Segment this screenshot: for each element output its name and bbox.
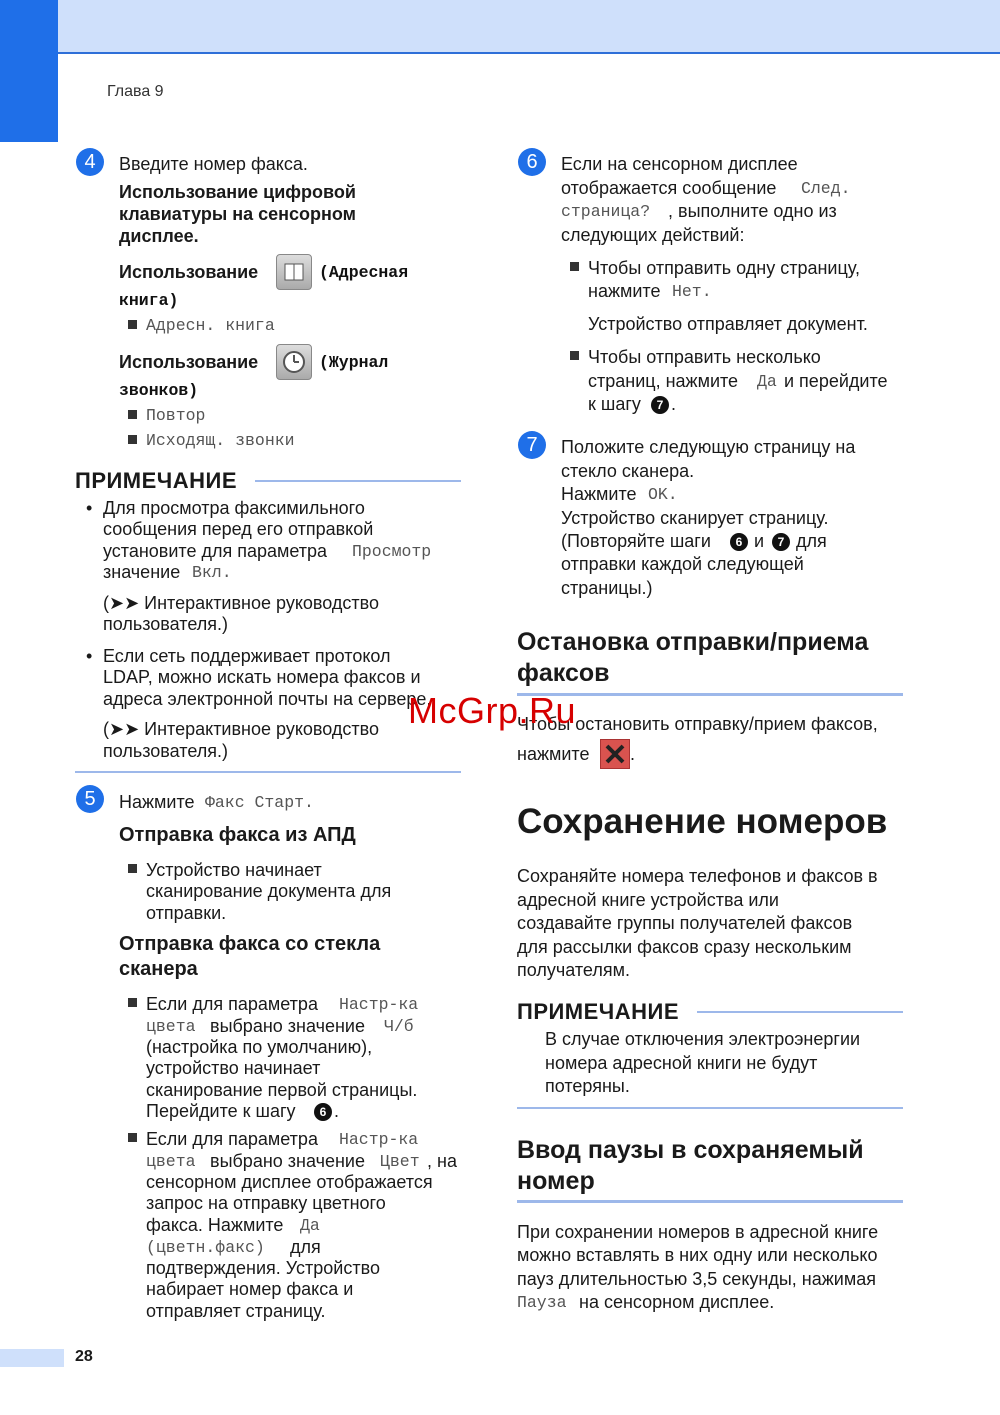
save-l2: адресной книге устройства или xyxy=(517,890,779,910)
note-heading: ПРИМЕЧАНИЕ xyxy=(517,999,680,1024)
step5-heading-glass-l2: сканера xyxy=(119,958,198,980)
step6-code2: страница? xyxy=(561,202,651,221)
step-number-4: 4 xyxy=(76,148,104,176)
header-band xyxy=(0,0,1000,54)
g1-code2: цвета xyxy=(146,1017,196,1036)
period: . xyxy=(671,394,677,414)
g2-l6: для xyxy=(290,1237,321,1257)
note2-l3: потеряны. xyxy=(545,1076,630,1096)
g2-code4: Да xyxy=(300,1216,320,1235)
step4-option-history-a: Использование xyxy=(119,352,259,372)
note1-b2-l2: LDAP, можно искать номера факсов и xyxy=(103,667,421,687)
step6-b-l3: к шагу xyxy=(588,394,641,414)
g1-l3: (настройка по умолчанию), xyxy=(146,1037,373,1057)
step-ref-7: 7 xyxy=(651,396,669,414)
step6-l4: следующих действий: xyxy=(561,225,745,245)
item-redial: Повтор xyxy=(146,406,206,425)
step7-l5b: и xyxy=(754,531,765,551)
g2-code1: Настр-ка xyxy=(339,1130,419,1149)
note-rule xyxy=(255,480,461,482)
step-ref-6: 6 xyxy=(730,533,748,551)
note-end-rule xyxy=(75,771,461,773)
address-book-icon xyxy=(276,254,312,290)
save-l3: создавайте группы получателей факсов xyxy=(517,913,853,933)
step4-option-history-c: звонков) xyxy=(119,381,199,400)
note1-b1-l2: сообщения перед его отправкой xyxy=(103,519,374,539)
step-ref-6: 6 xyxy=(314,1103,332,1121)
bullet xyxy=(570,262,579,271)
g2-l2: выбрано значение xyxy=(210,1151,365,1171)
step5-heading-adf: Отправка факса из АПД xyxy=(119,824,356,846)
step7-l5c: для xyxy=(796,531,827,551)
g1-l1: Если для параметра xyxy=(146,994,318,1014)
step4-option-history-b: (Журнал xyxy=(319,353,389,372)
heading-rule xyxy=(517,1200,903,1203)
g2-l8: набирает номер факса и xyxy=(146,1279,354,1299)
step6-l2: отображается сообщение xyxy=(561,178,777,198)
bullet xyxy=(128,435,137,444)
step6-code1: След. xyxy=(801,179,851,198)
step6-b-code: Да xyxy=(757,372,777,391)
step7-l5a: (Повторяйте шаги xyxy=(561,531,711,551)
step7-code: OK. xyxy=(648,485,678,504)
g1-l2: выбрано значение xyxy=(210,1016,365,1036)
note2-l1: В случае отключения электроэнергии xyxy=(545,1029,861,1049)
stop-x-icon xyxy=(600,739,630,769)
g2-l9: отправляет страницу. xyxy=(146,1301,326,1321)
pause-l1: При сохранении номеров в адресной книге xyxy=(517,1222,879,1242)
step6-a-l1: Чтобы отправить одну страницу, xyxy=(588,258,860,278)
bullet-dot: • xyxy=(86,498,93,518)
g1-l5: сканирование первой страницы. xyxy=(146,1080,418,1100)
step4-option-keypad: Использование цифровой клавиатуры на сенсорном дисплее. xyxy=(119,182,356,246)
step7-l4: Устройство сканирует страницу. xyxy=(561,508,829,528)
page-number: 28 xyxy=(75,1348,93,1365)
step4-option-addressbook-a: Использование xyxy=(119,262,259,282)
step6-b-l2b: и перейдите xyxy=(784,371,888,391)
pause-l3: пауз длительностью 3,5 секунды, нажимая xyxy=(517,1269,876,1289)
note2-l2: номера адресной книги не будут xyxy=(545,1053,818,1073)
bullet xyxy=(128,410,137,419)
stop-heading-l2: факсов xyxy=(517,659,610,687)
note1-b1-l4: значение xyxy=(103,562,181,582)
note1-b2-l3: адреса электронной почты на сервере. xyxy=(103,689,432,709)
adf-l1: Устройство начинает xyxy=(146,860,322,880)
g2-l3: сенсорном дисплее отображается xyxy=(146,1172,433,1192)
step6-l3: , выполните одно из xyxy=(668,201,837,221)
item-address-book: Адресн. книга xyxy=(146,316,275,335)
g2-code2: цвета xyxy=(146,1152,196,1171)
stop-l2: нажмите xyxy=(517,744,590,764)
note1-b1-code2: Вкл. xyxy=(192,563,232,582)
step7-l7: страницы.) xyxy=(561,578,653,598)
bullet xyxy=(128,864,137,873)
pause-heading-l2: номер xyxy=(517,1167,595,1195)
period: . xyxy=(630,744,636,764)
stop-heading-l1: Остановка отправки/приема xyxy=(517,628,869,656)
save-heading: Сохранение номеров xyxy=(517,802,888,841)
bullet-dot: • xyxy=(86,646,93,666)
note-end-rule xyxy=(517,1107,903,1109)
bullet xyxy=(128,320,137,329)
note1-ref2-l1: (➤➤ Интерактивное руководство xyxy=(103,719,380,739)
g2-l4: запрос на отправку цветного xyxy=(146,1193,386,1213)
note-heading: ПРИМЕЧАНИЕ xyxy=(75,468,238,493)
step5-code: Факс Старт. xyxy=(205,793,314,812)
chapter-label: Глава 9 xyxy=(107,83,164,100)
bullet xyxy=(128,998,137,1007)
step4-option-addressbook-c: книга) xyxy=(119,291,179,310)
pause-l4: на сенсорном дисплее. xyxy=(579,1292,775,1312)
step7-l2: стекло сканера. xyxy=(561,461,695,481)
note1-b1-code1: Просмотр xyxy=(352,542,432,561)
step7-l3: Нажмите xyxy=(561,484,637,504)
step6-a-code: Нет. xyxy=(672,282,712,301)
note1-b1-l1: Для просмотра факсимильного xyxy=(103,498,365,518)
g2-code5: (цветн.факс) xyxy=(146,1238,265,1257)
g1-l6: Перейдите к шагу xyxy=(146,1101,296,1121)
bullet xyxy=(128,1133,137,1142)
step5-heading-glass-l1: Отправка факса со стекла xyxy=(119,933,381,955)
g1-code3: Ч/б xyxy=(384,1017,414,1036)
note1-ref2-l2: пользователя.) xyxy=(103,741,228,761)
pause-code: Пауза xyxy=(517,1293,567,1312)
step7-l1: Положите следующую страницу на xyxy=(561,437,856,457)
adf-l2: сканирование документа для xyxy=(146,881,392,901)
g2-code3: Цвет xyxy=(380,1152,420,1171)
save-l4: для рассылки факсов сразу нескольким xyxy=(517,937,852,957)
step5-press: Нажмите xyxy=(119,792,195,812)
g2-l1: Если для параметра xyxy=(146,1129,318,1149)
step6-b-l2: страниц, нажмите xyxy=(588,371,739,391)
item-outgoing-calls: Исходящ. звонки xyxy=(146,431,295,450)
step4-intro: Введите номер факса. xyxy=(119,154,308,174)
g1-l4: устройство начинает xyxy=(146,1058,321,1078)
stop-l1: Чтобы остановить отправку/прием факсов, xyxy=(517,714,878,734)
adf-l3: отправки. xyxy=(146,903,227,923)
g2-l5: факса. Нажмите xyxy=(146,1215,284,1235)
step6-l1: Если на сенсорном дисплее xyxy=(561,154,798,174)
step-number-6: 6 xyxy=(518,148,546,176)
bullet xyxy=(570,351,579,360)
step4-option-addressbook-b: (Адресная xyxy=(319,263,409,282)
watermark: McGrp.Ru xyxy=(408,690,577,731)
step-number-7: 7 xyxy=(518,431,546,459)
note1-ref1-l2: пользователя.) xyxy=(103,614,228,634)
note1-b2-l1: Если сеть поддерживает протокол xyxy=(103,646,391,666)
save-l5: получателям. xyxy=(517,960,630,980)
pause-l2: можно вставлять в них одну или несколько xyxy=(517,1245,878,1265)
step7-l6: отправки каждой следующей xyxy=(561,554,804,574)
g2-l2b: , на xyxy=(427,1151,457,1171)
g1-code1: Настр-ка xyxy=(339,995,419,1014)
note1-ref1-l1: (➤➤ Интерактивное руководство xyxy=(103,593,380,613)
step-number-5: 5 xyxy=(76,785,104,813)
pause-heading-l1: Ввод паузы в сохраняемый xyxy=(517,1136,864,1164)
footer-band xyxy=(0,1349,64,1367)
call-history-icon xyxy=(276,344,312,380)
step6-b-l1: Чтобы отправить несколько xyxy=(588,347,821,367)
save-l1: Сохраняйте номера телефонов и факсов в xyxy=(517,866,878,886)
period: . xyxy=(334,1101,340,1121)
step6-a-l3: Устройство отправляет документ. xyxy=(588,314,868,334)
step6-a-l2: нажмите xyxy=(588,281,661,301)
step-ref-7: 7 xyxy=(772,533,790,551)
chapter-tab xyxy=(0,0,58,142)
note-rule xyxy=(697,1011,903,1013)
note1-b1-l3: установите для параметра xyxy=(103,541,328,561)
g2-l7: подтверждения. Устройство xyxy=(146,1258,380,1278)
